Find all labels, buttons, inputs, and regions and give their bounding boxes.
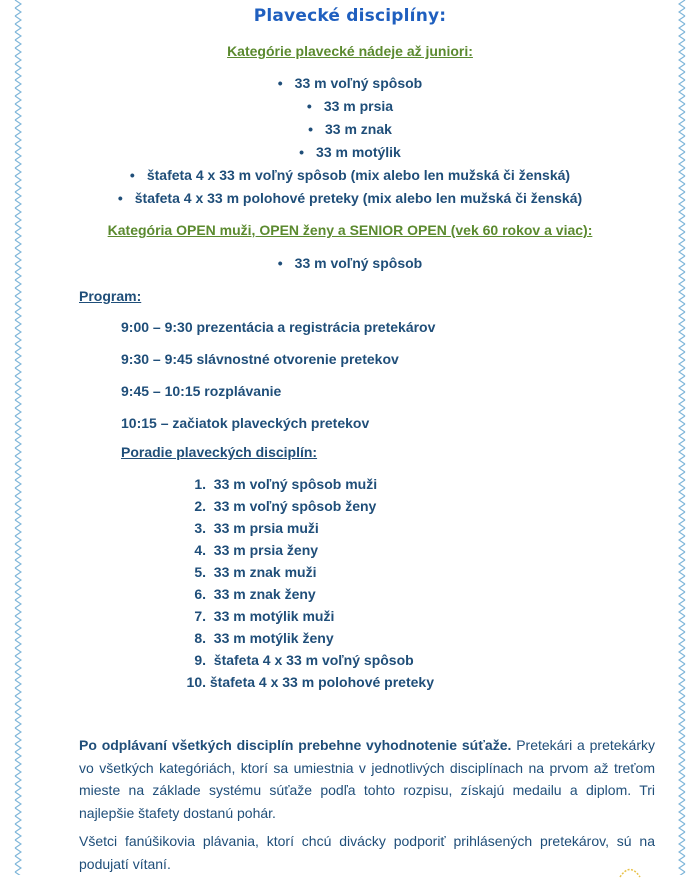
list-item: 6. 33 m znak ženy (194, 586, 316, 602)
list-item: • 33 m znak (0, 118, 700, 141)
page-title: Plavecké disciplíny: (253, 6, 447, 26)
list-item: 3. 33 m prsia muži (194, 520, 319, 536)
category-juniors-list (0, 72, 700, 210)
list-item: 7. 33 m motýlik muži (194, 608, 335, 624)
list-item: • štafeta 4 x 33 m voľný spôsob (mix alebo len mužská či ženská) (0, 164, 700, 187)
discipline-order-list (182, 473, 434, 693)
list-item: 2. 33 m voľný spôsob ženy (194, 498, 377, 514)
logo-stamp-fragment (618, 864, 642, 878)
schedule-item: 9:00 – 9:30 prezentácia a registrácia pretekárov (121, 319, 436, 335)
list-item: • 33 m voľný spôsob (0, 72, 700, 95)
list-item: • 33 m motýlik (0, 141, 700, 164)
evaluation-lead: Po odplávaní všetkých disciplín prebehne vyhodnotenie súťaže. (79, 737, 512, 753)
category-open-heading: Kategória OPEN muži, OPEN ženy a SENIOR OPEN (vek 60 rokov a viac): (107, 222, 593, 238)
evaluation-paragraph (79, 734, 655, 824)
list-item: • 33 m voľný spôsob (0, 252, 700, 275)
list-item: • 33 m prsia (0, 95, 700, 118)
list-item: 9. štafeta 4 x 33 m voľný spôsob (194, 652, 414, 668)
list-item: 10. štafeta 4 x 33 m polohové preteky (186, 674, 434, 690)
list-item: • štafeta 4 x 33 m polohové preteky (mix alebo len mužská či ženská) (0, 187, 700, 210)
list-item: 5. 33 m znak muži (194, 564, 317, 580)
category-juniors-heading: Kategórie plavecké nádeje až juniori: (227, 43, 473, 59)
schedule-item: 9:30 – 9:45 slávnostné otvorenie pretekov (121, 351, 399, 367)
schedule-item: 9:45 – 10:15 rozplávanie (121, 383, 282, 399)
program-label: Program: (79, 288, 142, 304)
list-item: 8. 33 m motýlik ženy (194, 630, 334, 646)
fans-paragraph: Všetci fanúšikovia plávania, ktorí chcú divácky podporiť prihlásených pretekárov, sú na podujatí vítaní. (79, 833, 655, 872)
program-schedule (121, 318, 435, 446)
order-label: Poradie plaveckých disciplín: (121, 444, 318, 460)
category-open-list (0, 252, 700, 275)
list-item: 1. 33 m voľný spôsob muži (194, 476, 378, 492)
evaluation-rest: Pretekári a pretekárky vo všetkých kategóriách, ktorí sa umiestnia v jednotlivých disciplínach na prvom až treťom mieste na základe systému súťaže podľa tohto rozpisu, získajú medailu a diplom. Tri najlepšie štafety dostanú pohár. (79, 737, 655, 821)
list-item: 4. 33 m prsia ženy (194, 542, 319, 558)
schedule-item: 10:15 – začiatok plaveckých pretekov (121, 415, 370, 431)
